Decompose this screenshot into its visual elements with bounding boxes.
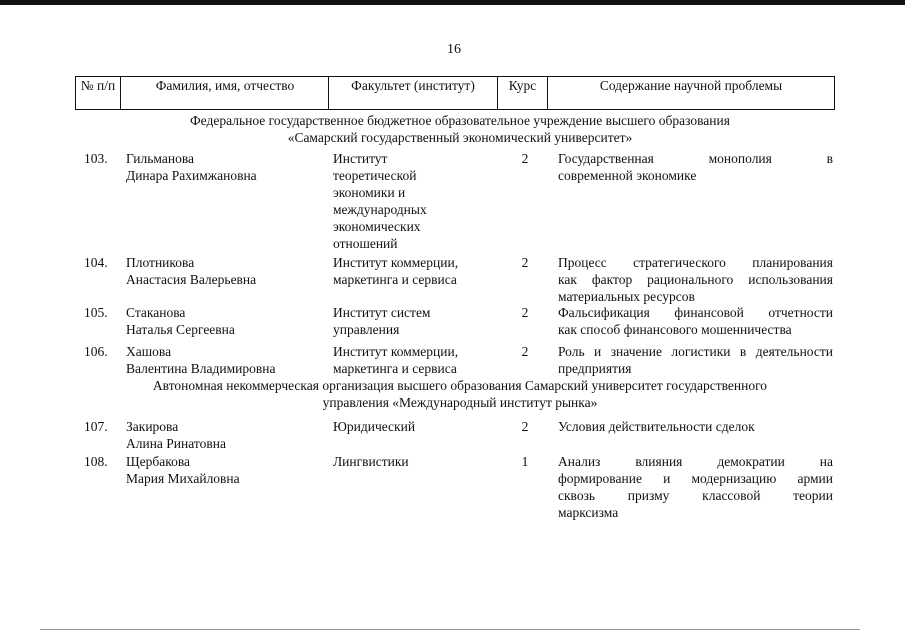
given-names: Анастасия Валерьевна [126, 272, 257, 287]
header-rule-top [75, 76, 835, 77]
faculty-line: теоретической [333, 168, 417, 183]
given-names: Наталья Сергеевна [126, 322, 235, 337]
research-problem [558, 150, 833, 184]
org-heading-line: «Самарский государственный экономический университет» [287, 130, 633, 145]
surname: Хашова [126, 344, 172, 359]
faculty-line: экономических [333, 219, 421, 234]
course: 2 [521, 305, 529, 320]
faculty-line: Институт коммерции, [333, 344, 459, 359]
org-heading-1 [100, 112, 820, 146]
problem-line: как способ финансового мошенничества [558, 322, 792, 337]
faculty-line: маркетинга и сервиса [333, 272, 457, 287]
faculty [333, 150, 493, 252]
faculty-line: Институт [333, 151, 388, 166]
student-name [126, 343, 331, 377]
problem-line: как фактор рационального использования [558, 272, 833, 287]
research-problem [558, 343, 833, 377]
course: 1 [521, 454, 529, 469]
row-number: 103. [84, 151, 108, 166]
problem-line: материальных ресурсов [558, 289, 695, 304]
given-names: Алина Ринатовна [126, 436, 226, 451]
header-rule-bottom [75, 109, 835, 110]
given-names: Мария Михайловна [126, 471, 240, 486]
header-divider [547, 76, 548, 110]
problem-line: Процесс стратегического планирования [558, 255, 833, 270]
page-number: 16 [447, 42, 461, 57]
problem-line: Анализ влияния демократии на [558, 454, 833, 469]
row-number: 106. [84, 344, 108, 359]
faculty [333, 453, 493, 470]
faculty-line: Юридический [333, 419, 416, 434]
given-names: Динара Рахимжановна [126, 168, 257, 183]
header-divider [834, 76, 835, 110]
org-heading-2 [100, 377, 820, 411]
problem-line: Государственная монополия в [558, 151, 833, 166]
surname: Гильманова [126, 151, 195, 166]
header-col-course: Курс [508, 78, 537, 93]
scan-border [0, 0, 905, 5]
problem-line: современной экономике [558, 168, 697, 183]
course: 2 [521, 344, 529, 359]
research-problem [558, 418, 833, 435]
problem-line: Условия действительности сделок [558, 419, 755, 434]
row-number: 107. [84, 419, 108, 434]
faculty-line: экономики и [333, 185, 406, 200]
header-divider [75, 76, 76, 110]
problem-line: Фальсификация финансовой отчетности [558, 305, 833, 320]
research-problem [558, 304, 833, 338]
header-divider [120, 76, 121, 110]
org-heading-line: управления «Международный институт рынка» [322, 395, 598, 410]
header-col-name: Фамилия, имя, отчество [155, 78, 295, 93]
student-name [126, 418, 331, 452]
faculty [333, 304, 493, 338]
header-col-problem: Содержание научной проблемы [599, 78, 783, 93]
faculty-line: Лингвистики [333, 454, 409, 469]
problem-line: формирование и модернизацию армии [558, 471, 833, 486]
table-header [75, 76, 835, 110]
course: 2 [521, 419, 529, 434]
org-heading-line: Федеральное государственное бюджетное образовательное учреждение высшего образования [190, 113, 730, 128]
row-number: 105. [84, 305, 108, 320]
problem-line: Роль и значение логистики в деятельности [558, 344, 833, 359]
scan-footer-rule [40, 629, 860, 630]
faculty [333, 254, 493, 288]
faculty-line: международных [333, 202, 427, 217]
faculty-line: управления [333, 322, 400, 337]
course: 2 [521, 151, 529, 166]
surname: Щербакова [126, 454, 191, 469]
research-problem [558, 453, 833, 521]
student-name [126, 150, 331, 184]
faculty-line: Институт коммерции, [333, 255, 459, 270]
given-names: Валентина Владимировна [126, 361, 276, 376]
faculty-line: маркетинга и сервиса [333, 361, 457, 376]
row-number: 104. [84, 255, 108, 270]
row-number: 108. [84, 454, 108, 469]
problem-line: предприятия [558, 361, 632, 376]
surname: Закирова [126, 419, 179, 434]
faculty-line: Институт систем [333, 305, 431, 320]
header-col-num: № п/п [80, 78, 116, 93]
org-heading-line: Автономная некоммерческая организация высшего образования Самарский университет государственного [152, 378, 768, 393]
faculty [333, 343, 493, 377]
course: 2 [521, 255, 529, 270]
student-name [126, 453, 331, 487]
student-name [126, 304, 331, 338]
surname: Плотникова [126, 255, 195, 270]
problem-line: марксизма [558, 505, 619, 520]
faculty [333, 418, 493, 435]
header-col-faculty: Факультет (институт) [351, 78, 475, 93]
student-name [126, 254, 331, 288]
research-problem [558, 254, 833, 305]
problem-line: сквозь призму классовой теории [558, 488, 833, 503]
surname: Стаканова [126, 305, 186, 320]
faculty-line: отношений [333, 236, 398, 251]
